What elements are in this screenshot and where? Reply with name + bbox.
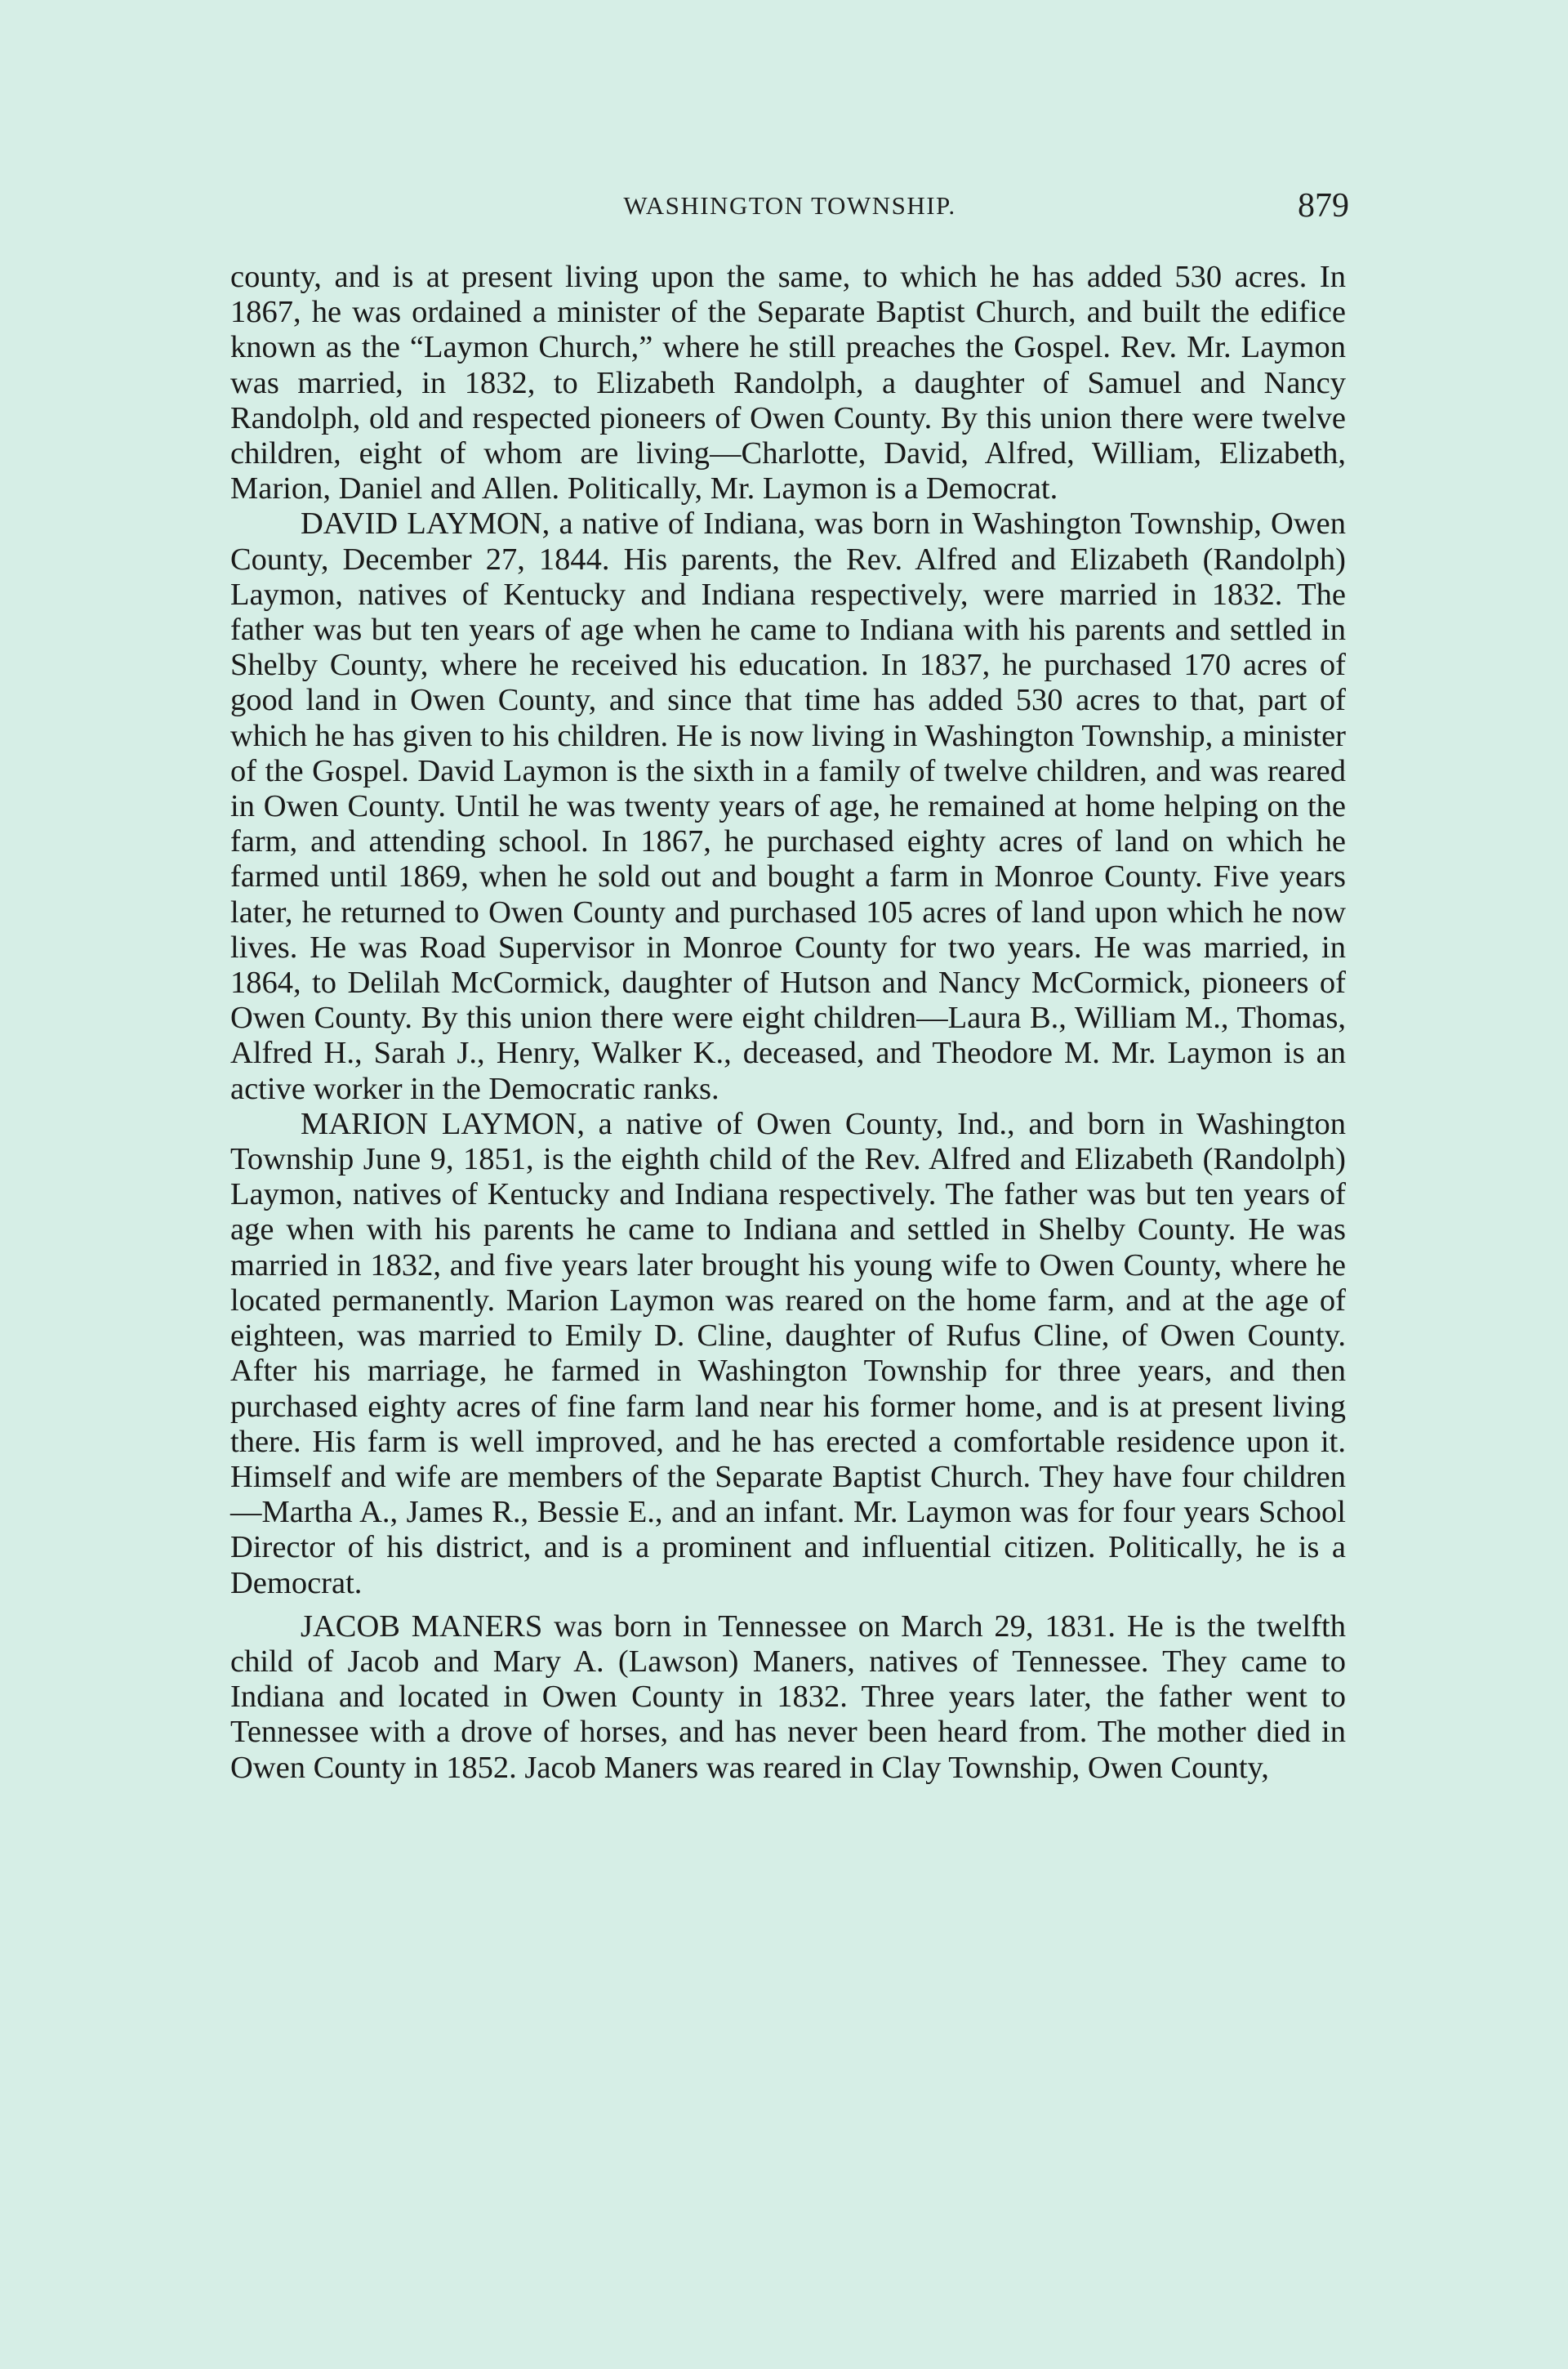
page-header	[230, 186, 1349, 227]
paragraph-marion-laymon: MARION LAYMON, a native of Owen County, Ind., and born in Washington Township June 9, 1851, is the eighth child of the Rev. Alfred and Elizabeth (Randolph) Laymon, natives of Kentucky and Indiana respectively. The father was but ten years of age when with his parents he came to Indiana and settled in Shelby County. He was married in 1832, and five years later brought his young wife to Owen County, where he located permanently. Marion Laymon was reared on the home farm, and at the age of eighteen, was married to Emily D. Cline, daughter of Rufus Cline, of Owen County. After his marriage, he farmed in Washington Township for three years, and then purchased eighty acres of fine farm land near his former home, and is at present living there. His farm is well improved, and he has erected a comfortable residence upon it. Himself and wife are members of the Separate Baptist Church. They have four children—Martha A., James R., Bessie E., and an infant. Mr. Laymon was for four years School Director of his district, and is a prominent and influential citizen. Politically, he is a Democrat.	[230, 1106, 1346, 1600]
body-text	[230, 260, 1346, 1786]
running-head: WASHINGTON TOWNSHIP.	[623, 191, 956, 220]
paragraph-david-laymon: DAVID LAYMON, a native of Indiana, was born in Washington Township, Owen County, December 27, 1844. His parents, the Rev. Alfred and Elizabeth (Randolph) Laymon, natives of Kentucky and Indiana respectively, were married in 1832. The father was but ten years of age when he came to Indiana with his parents and settled in Shelby County, where he received his education. In 1837, he purchased 170 acres of good land in Owen County, and since that time has added 530 acres to that, part of which he has given to his children. He is now living in Washington Township, a minister of the Gospel. David Laymon is the sixth in a family of twelve children, and was reared in Owen County. Until he was twenty years of age, he remained at home helping on the farm, and attending school. In 1867, he purchased eighty acres of land on which he farmed until 1869, when he sold out and bought a farm in Monroe County. Five years later, he returned to Owen County and purchased 105 acres of land upon which he now lives. He was Road Supervisor in Monroe County for two years. He was married, in 1864, to Delilah McCormick, daughter of Hutson and Nancy McCormick, pioneers of Owen County. By this union there were eight children—Laura B., William M., Thomas, Alfred H., Sarah J., Henry, Walker K., deceased, and Theodore M. Mr. Laymon is an active worker in the Democratic ranks.	[230, 506, 1346, 1106]
paragraph-continuation: county, and is at present living upon the same, to which he has added 530 acres. In 1867, he was ordained a minister of the Separate Baptist Church, and built the edifice known as the “Laymon Church,” where he still preaches the Gospel. Rev. Mr. Laymon was married, in 1832, to Elizabeth Randolph, a daughter of Samuel and Nancy Randolph, old and respected pioneers of Owen County. By this union there were twelve children, eight of whom are living—Charlotte, David, Alfred, William, Elizabeth, Marion, Daniel and Allen. Politically, Mr. Laymon is a Democrat.	[230, 260, 1346, 506]
paragraph-jacob-maners: JACOB MANERS was born in Tennessee on March 29, 1831. He is the twelfth child of Jacob and Mary A. (Lawson) Maners, natives of Tennessee. They came to Indiana and located in Owen County in 1832. Three years later, the father went to Tennessee with a drove of horses, and has never been heard from. The mother died in Owen County in 1852. Jacob Maners was reared in Clay Township, Owen County,	[230, 1608, 1346, 1785]
page-number: 879	[1298, 187, 1349, 225]
